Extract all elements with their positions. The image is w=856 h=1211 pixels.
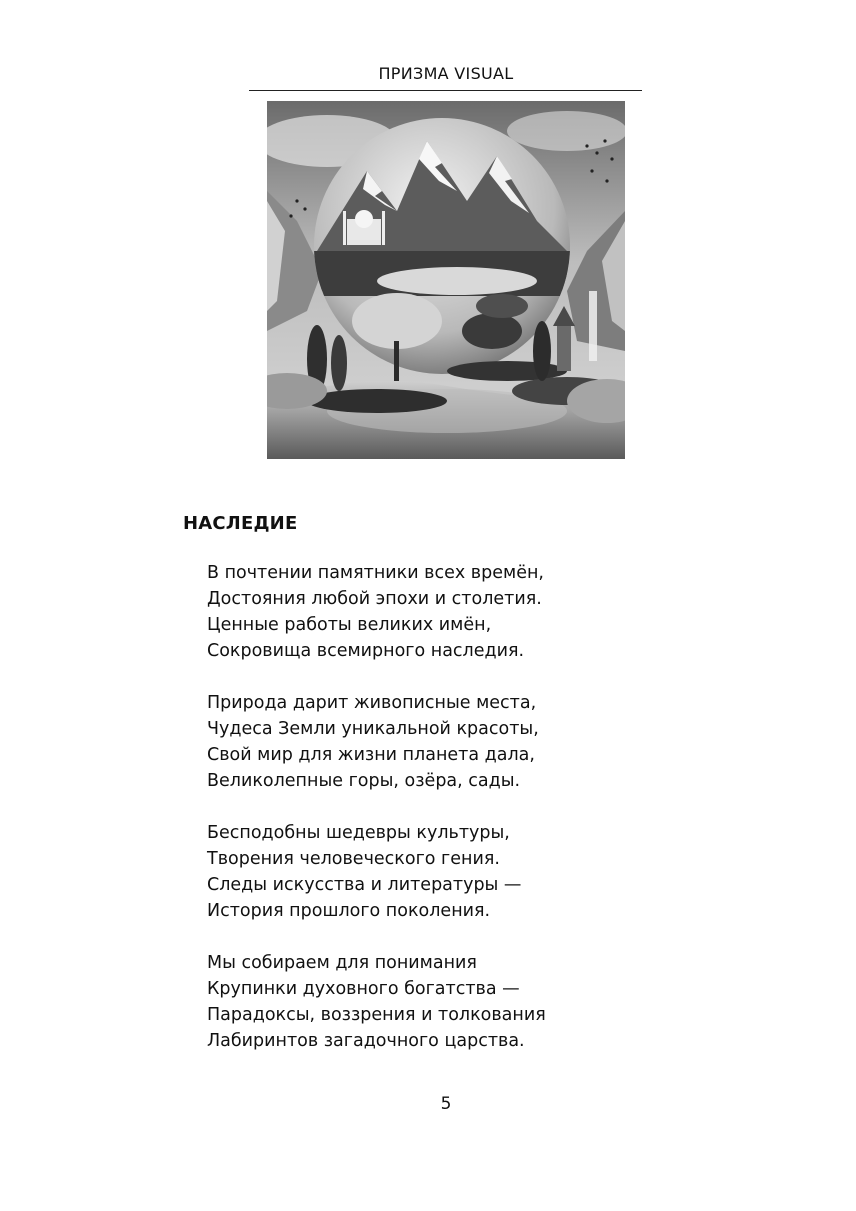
poem-line: Крупинки духовного богатства — — [207, 979, 520, 999]
poem-line: Великолепные горы, озёра, сады. — [207, 771, 521, 791]
poem-line: Творения человеческого гения. — [207, 849, 500, 869]
poem-line: Бесподобны шедевры культуры, — [207, 823, 510, 843]
running-header: ПРИЗМА VISUAL — [378, 64, 514, 83]
globe-landscape-illustration — [267, 101, 625, 459]
poem-line: В почтении памятники всех времён, — [207, 563, 544, 583]
header-rule — [249, 90, 642, 91]
poem-line: Чудеса Земли уникальной красоты, — [207, 719, 539, 739]
poem-line: Сокровища всемирного наследия. — [207, 641, 525, 661]
poem-line: Природа дарит живописные места, — [207, 693, 537, 713]
poem-line: Ценные работы великих имён, — [207, 615, 492, 635]
poem-line: История прошлого поколения. — [207, 901, 491, 921]
poem-title: НАСЛЕДИЕ — [183, 513, 298, 534]
page-number: 5 — [440, 1094, 452, 1114]
stanza — [207, 690, 727, 794]
poem-line: Лабиринтов загадочного царства. — [207, 1031, 525, 1051]
poem-line: Мы собираем для понимания — [207, 953, 477, 973]
stanza — [207, 820, 727, 924]
poem-body — [207, 560, 727, 1080]
stanza — [207, 560, 727, 664]
stanza — [207, 950, 727, 1054]
poem-line: Свой мир для жизни планета дала, — [207, 745, 535, 765]
poem-line: Достояния любой эпохи и столетия. — [207, 589, 542, 609]
poem-line: Следы искусства и литературы — — [207, 875, 522, 895]
poem-line: Парадоксы, воззрения и толкования — [207, 1005, 546, 1025]
